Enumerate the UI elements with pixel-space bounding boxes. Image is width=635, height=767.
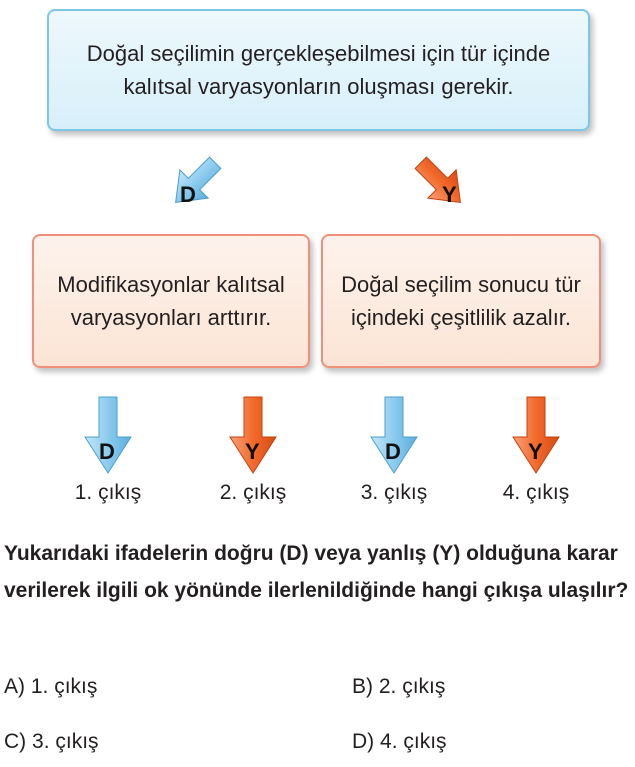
arrow-exit-2-label: Y	[245, 439, 260, 464]
arrow-exit-4-label: Y	[528, 439, 543, 464]
arrow-exit-1	[83, 395, 133, 475]
arrow-label-y: Y	[442, 182, 457, 207]
arrow-false-diagonal	[408, 150, 476, 218]
arrow-exit-3	[369, 395, 419, 475]
option-b-letter: B)	[352, 675, 373, 698]
arrow-exit-1-label: D	[99, 439, 115, 464]
option-c-text: 3. çıkış	[32, 730, 99, 753]
statement-right-text: Doğal seçilim sonucu tür içindeki çeşitlilik azalır.	[341, 272, 581, 330]
arrow-exit-4	[511, 395, 561, 475]
statement-box-left	[32, 234, 310, 368]
arrow-exit-2	[228, 395, 278, 475]
option-a-text: 1. çıkış	[30, 675, 98, 698]
statement-left-text: Modifikasyonlar kalıtsal varyasyonları arttırır.	[57, 272, 285, 330]
arrow-label-d: D	[180, 182, 196, 207]
exit-4-label: 4. çıkış	[502, 481, 570, 504]
option-d[interactable]	[352, 730, 447, 754]
option-d-text: 4. çıkış	[380, 730, 447, 753]
arrow-true-diagonal	[160, 150, 228, 218]
exit-3-label: 3. çıkış	[360, 481, 428, 504]
option-c[interactable]	[4, 730, 99, 754]
option-c-letter: C)	[4, 730, 27, 753]
arrow-exit-3-label: D	[385, 439, 401, 464]
option-b[interactable]	[352, 675, 445, 699]
option-d-letter: D)	[352, 730, 375, 753]
option-a[interactable]	[4, 675, 97, 699]
option-b-text: 2. çıkış	[378, 675, 446, 698]
statement-box-top	[47, 9, 590, 131]
statement-top-text: Doğal seçilimin gerçekleşebilmesi için tür içinde kalıtsal varyasyonların oluşması gerekir.	[86, 41, 551, 99]
statement-box-right	[321, 234, 601, 368]
exit-1-label: 1. çıkış	[74, 481, 142, 504]
option-a-letter: A)	[4, 675, 25, 698]
question-text: Yukarıdaki ifadelerin doğru (D) veya yanlış (Y) olduğuna karar verilerek ilgili ok yönünde ilerlenildiğinde hangi çıkışa ulaşılır?	[4, 542, 629, 602]
exit-2-label: 2. çıkış	[219, 481, 287, 504]
